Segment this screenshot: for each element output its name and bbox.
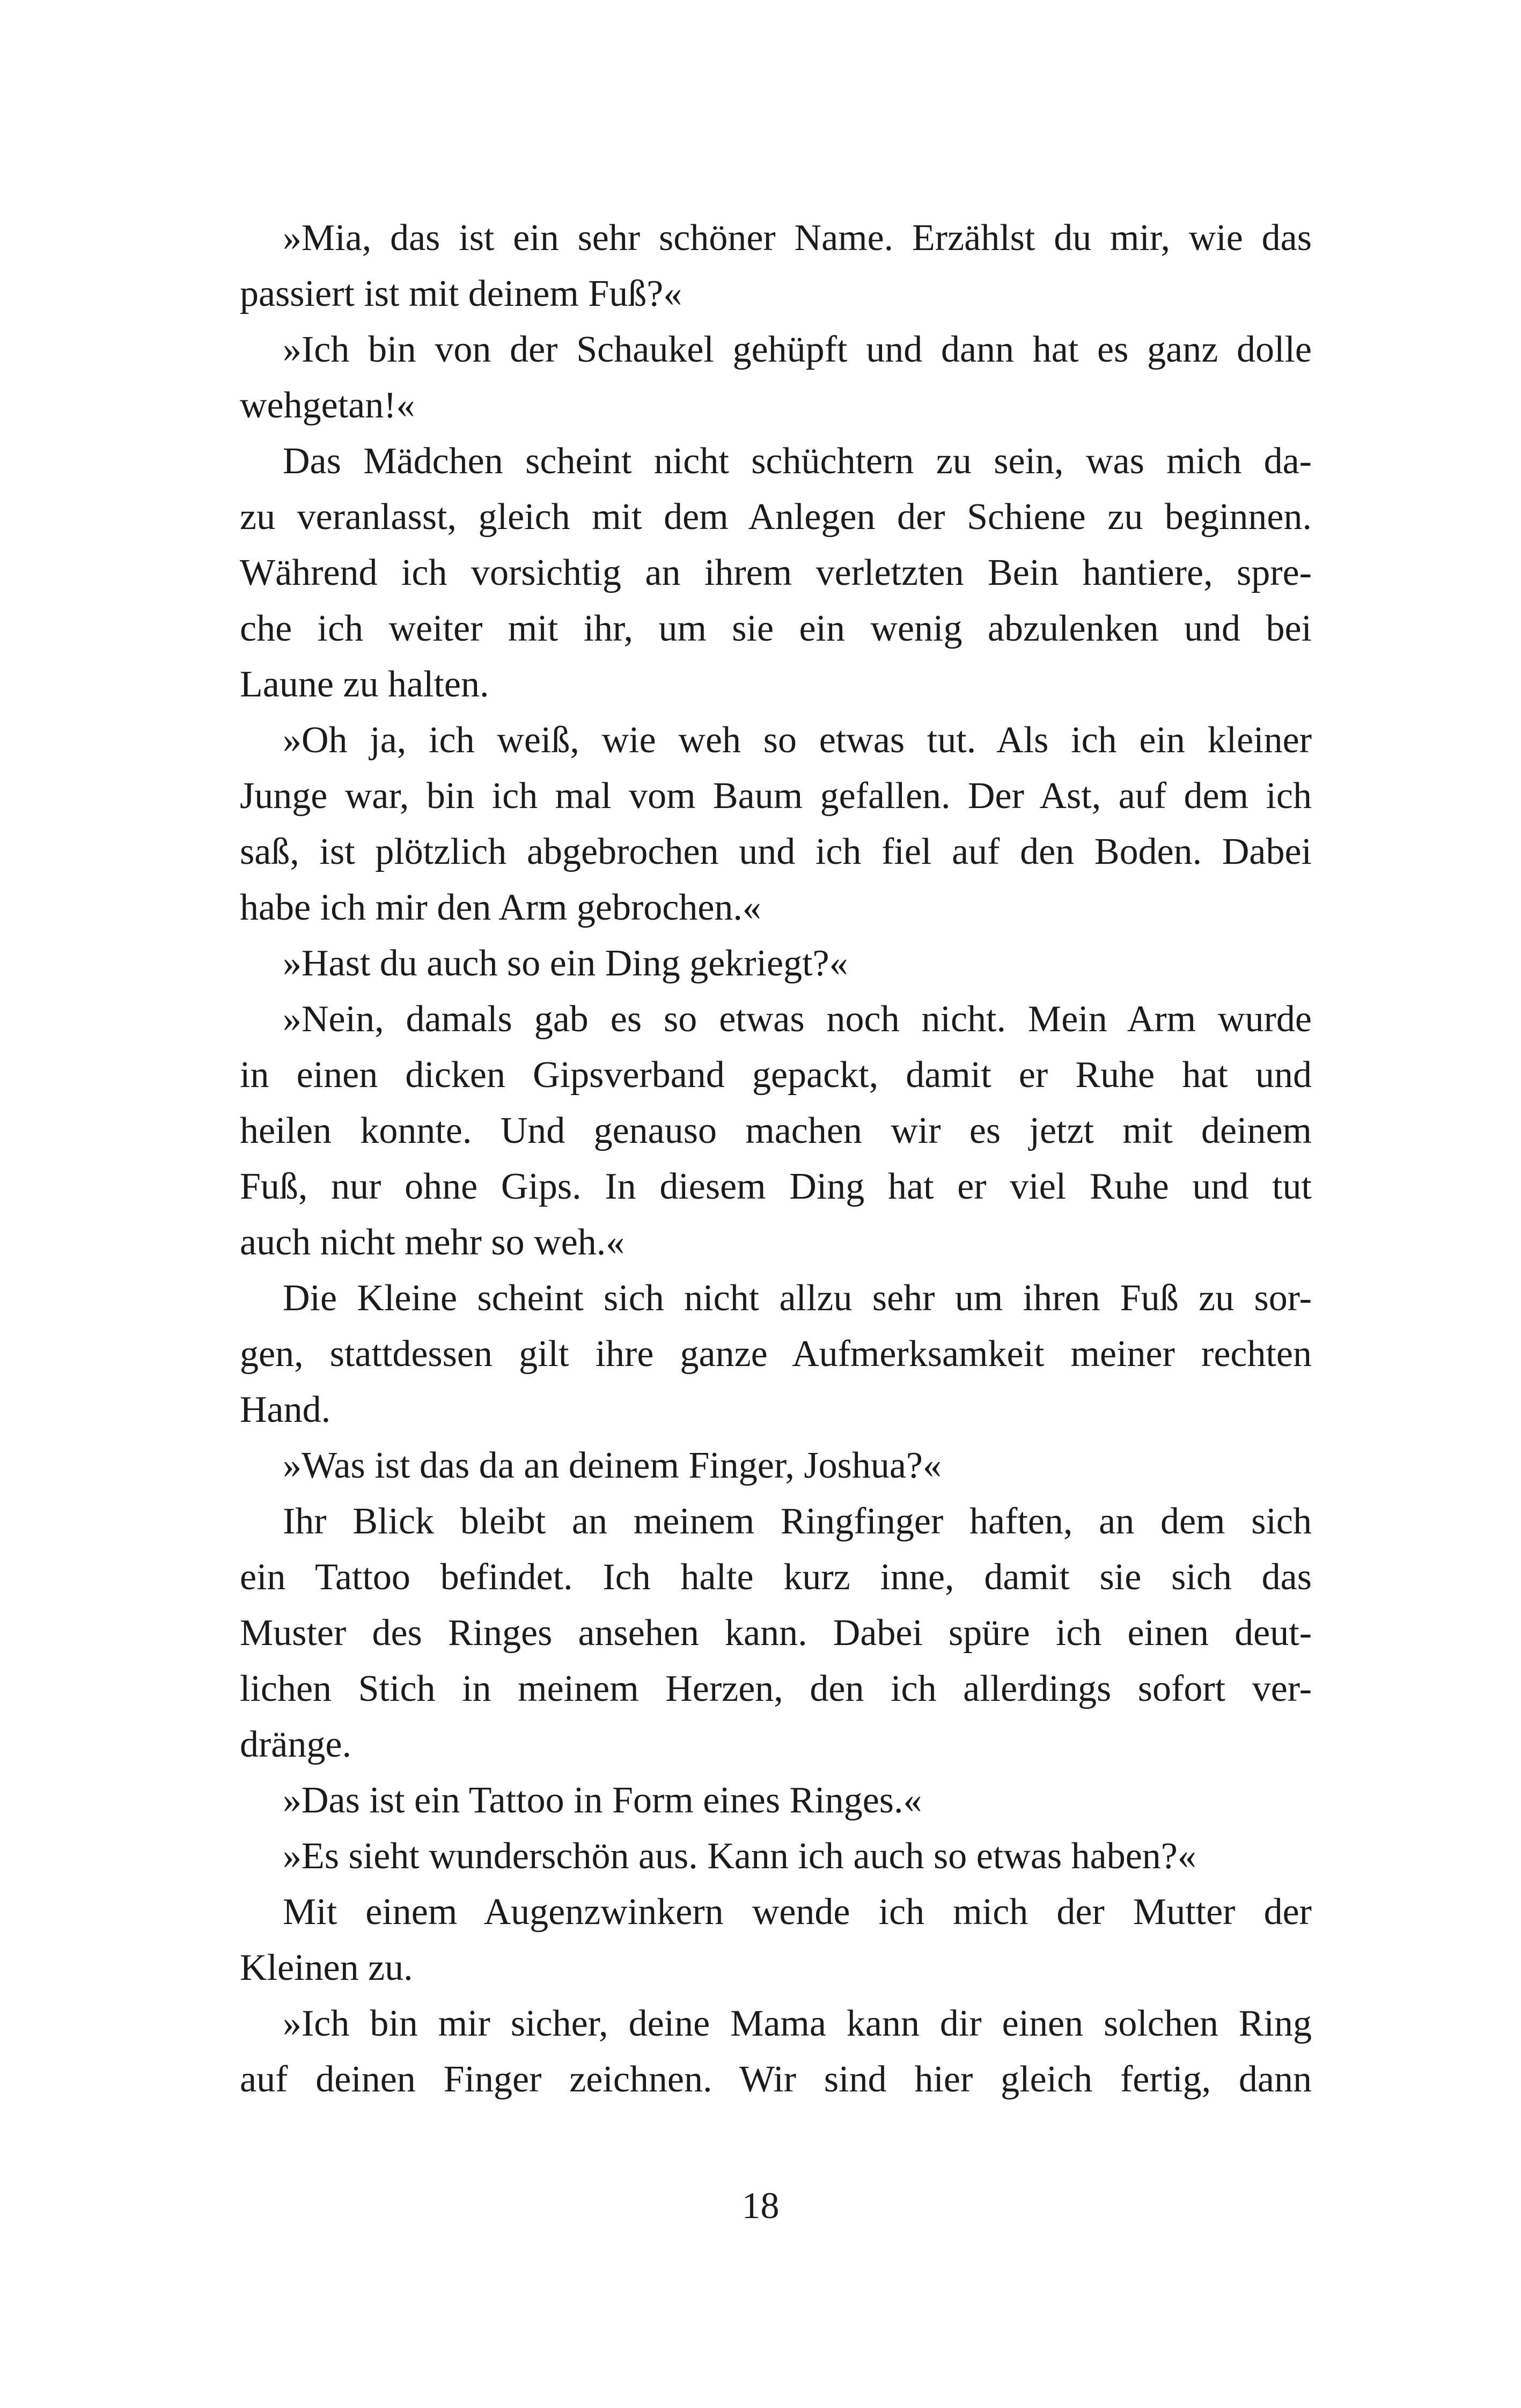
page-number: 18 (741, 2185, 780, 2227)
text-line: passiert ist mit deinem Fuß?« (240, 273, 682, 314)
text-line: »Hast du auch so ein Ding gekriegt?« (283, 943, 848, 984)
text-line: »Es sieht wunderschön aus. Kann ich auch so etwas haben?« (283, 1836, 1196, 1877)
text-line: »Ich bin von der Schaukel gehüpft und dann hat es ganz dolle (283, 329, 1312, 370)
text-line: Laune zu halten. (240, 664, 489, 705)
text-line: Während ich vorsichtig an ihrem verletzten Bein hantiere, spre- (240, 552, 1312, 593)
text-line: Fuß, nur ohne Gips. In diesem Ding hat er viel Ruhe und tut (240, 1166, 1312, 1207)
text-line: Muster des Ringes ansehen kann. Dabei spüre ich einen deut- (240, 1612, 1312, 1654)
text-line: »Mia, das ist ein sehr schöner Name. Erzählst du mir, wie das (283, 217, 1312, 259)
text-line: »Was ist das da an deinem Finger, Joshua?« (283, 1445, 942, 1486)
text-line: Hand. (240, 1389, 331, 1430)
text-line: auch nicht mehr so weh.« (240, 1222, 625, 1263)
text-line: »Oh ja, ich weiß, wie weh so etwas tut. Als ich ein kleiner (283, 720, 1312, 761)
text-line: habe ich mir den Arm gebrochen.« (240, 887, 761, 928)
text-line: zu veranlasst, gleich mit dem Anlegen der Schiene zu beginnen. (240, 496, 1312, 538)
text-line: »Ich bin mir sicher, deine Mama kann dir einen solchen Ring (283, 2003, 1312, 2044)
text-line: dränge. (240, 1724, 351, 1765)
text-line: Die Kleine scheint sich nicht allzu sehr um ihren Fuß zu sor- (283, 1278, 1312, 1319)
text-line: wehgetan!« (240, 385, 415, 426)
text-line: in einen dicken Gipsverband gepackt, damit er Ruhe hat und (240, 1054, 1312, 1096)
text-line: gen, stattdessen gilt ihre ganze Aufmerksamkeit meiner rechten (240, 1333, 1312, 1375)
text-line: Junge war, bin ich mal vom Baum gefallen. Der Ast, auf dem ich (240, 775, 1312, 817)
text-line: ein Tattoo befindet. Ich halte kurz inne, damit sie sich das (240, 1557, 1312, 1598)
text-line: Mit einem Augenzwinkern wende ich mich der Mutter der (283, 1891, 1312, 1933)
text-line: Ihr Blick bleibt an meinem Ringfinger haften, an dem sich (283, 1501, 1312, 1542)
text-line: saß, ist plötzlich abgebrochen und ich fiel auf den Boden. Dabei (240, 831, 1312, 872)
text-line: Das Mädchen scheint nicht schüchtern zu sein, was mich da- (283, 441, 1312, 482)
text-line: auf deinen Finger zeichnen. Wir sind hier gleich fertig, dann (240, 2059, 1312, 2100)
text-line: Kleinen zu. (240, 1947, 413, 1988)
text-line: »Nein, damals gab es so etwas noch nicht. Mein Arm wurde (283, 999, 1312, 1040)
text-line: »Das ist ein Tattoo in Form eines Ringes.« (283, 1780, 922, 1821)
text-line: che ich weiter mit ihr, um sie ein wenig abzulenken und bei (240, 608, 1312, 649)
text-line: heilen konnte. Und genauso machen wir es jetzt mit deinem (240, 1110, 1312, 1151)
text-line: lichen Stich in meinem Herzen, den ich allerdings sofort ver- (240, 1668, 1312, 1709)
